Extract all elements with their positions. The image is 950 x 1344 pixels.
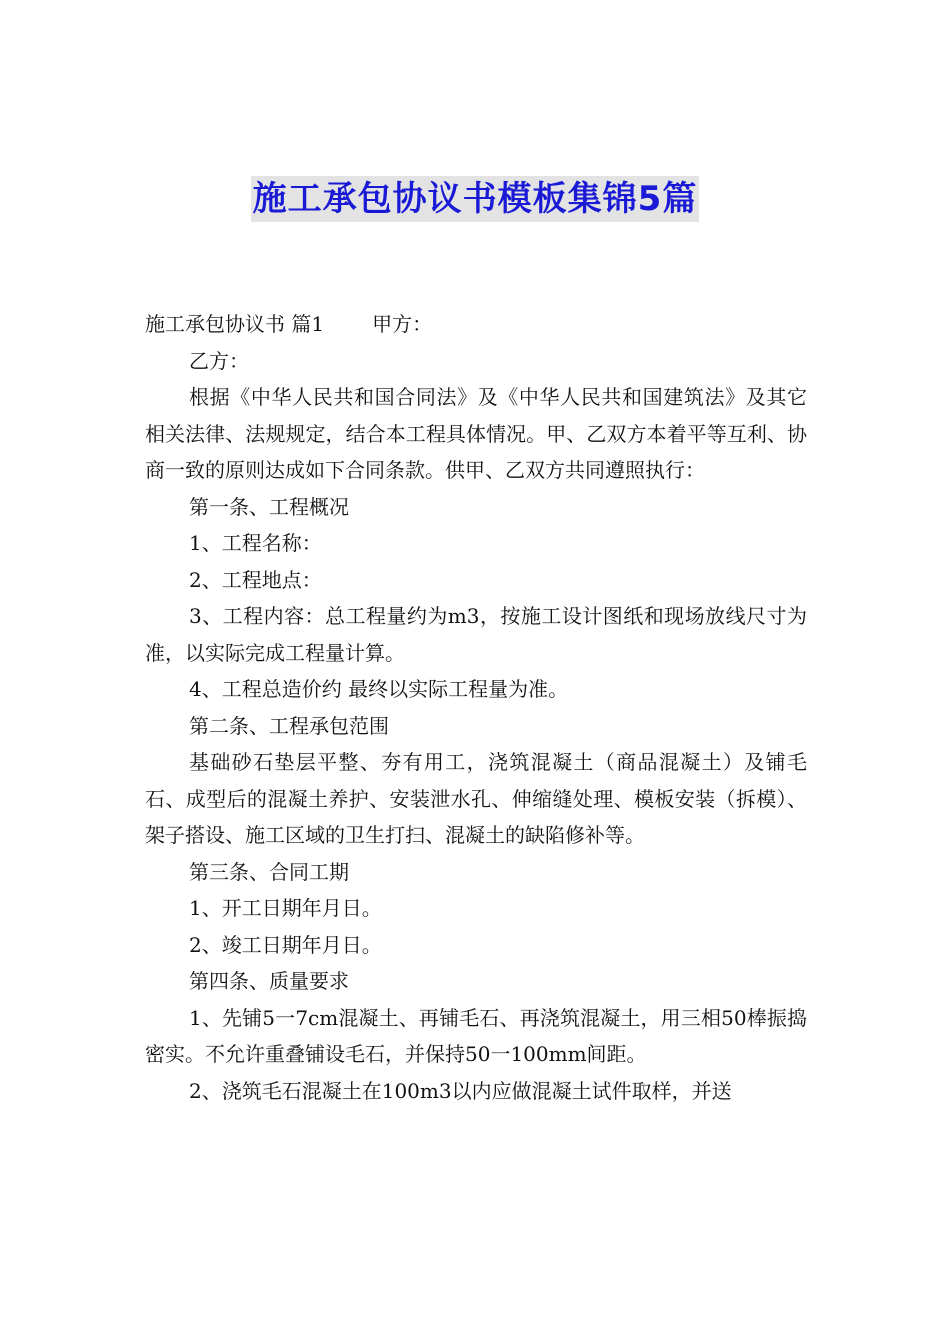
article-2-heading: 第二条、工程承包范围 <box>189 713 389 738</box>
quality-item-1: 1、先铺5一7cm混凝土、再铺毛石、再浇筑混凝土，用三相50棒振捣密实。不允许重叠铺设毛石，并保持50一100mm间距。 <box>145 1005 807 1066</box>
project-location-line: 2、工程地点： <box>189 567 322 592</box>
article-4-heading: 第四条、质量要求 <box>189 969 349 993</box>
first-line <box>145 306 807 343</box>
project-content-paragraph: 3、工程内容：总工程量约为m3，按施工设计图纸和现场放线尺寸为准，以实际完成工程量计算。 <box>145 604 807 665</box>
quality-item-2: 2、浇筑毛石混凝土在100m3以内应做混凝土试件取样，并送 <box>189 1078 732 1103</box>
project-name-line: 1、工程名称： <box>189 531 322 555</box>
document-body <box>145 306 807 1109</box>
article-3-heading: 第三条、合同工期 <box>189 859 349 884</box>
completion-date-line: 2、竣工日期年月日。 <box>189 932 382 957</box>
section-heading: 施工承包协议书 篇1 <box>145 312 325 336</box>
preamble-paragraph: 根据《中华人民共和国合同法》及《中华人民共和国建筑法》及其它相关法律、法规规定，结合本工程具体情况。甲、乙双方本着平等互利、协商一致的原则达成如下合同条款。供甲、乙双方共同遵照执行： <box>145 385 807 482</box>
article-1-heading: 第一条、工程概况 <box>189 494 349 519</box>
title-container <box>0 176 950 222</box>
document-title: 施工承包协议书模板集锦5篇 <box>251 176 700 222</box>
project-cost-line: 4、工程总造价约 最终以实际工程量为准。 <box>189 677 569 701</box>
party-a-label: 甲方： <box>372 312 433 336</box>
party-b-label: 乙方： <box>189 348 249 373</box>
scope-paragraph: 基础砂石垫层平整、夯有用工，浇筑混凝土（商品混凝土）及铺毛石、成型后的混凝土养护、安装泄水孔、伸缩缝处理、模板安装（拆模）、架子搭设、施工区域的卫生打扫、混凝土的缺陷修补等。 <box>145 750 807 847</box>
start-date-line: 1、开工日期年月日。 <box>189 896 382 920</box>
